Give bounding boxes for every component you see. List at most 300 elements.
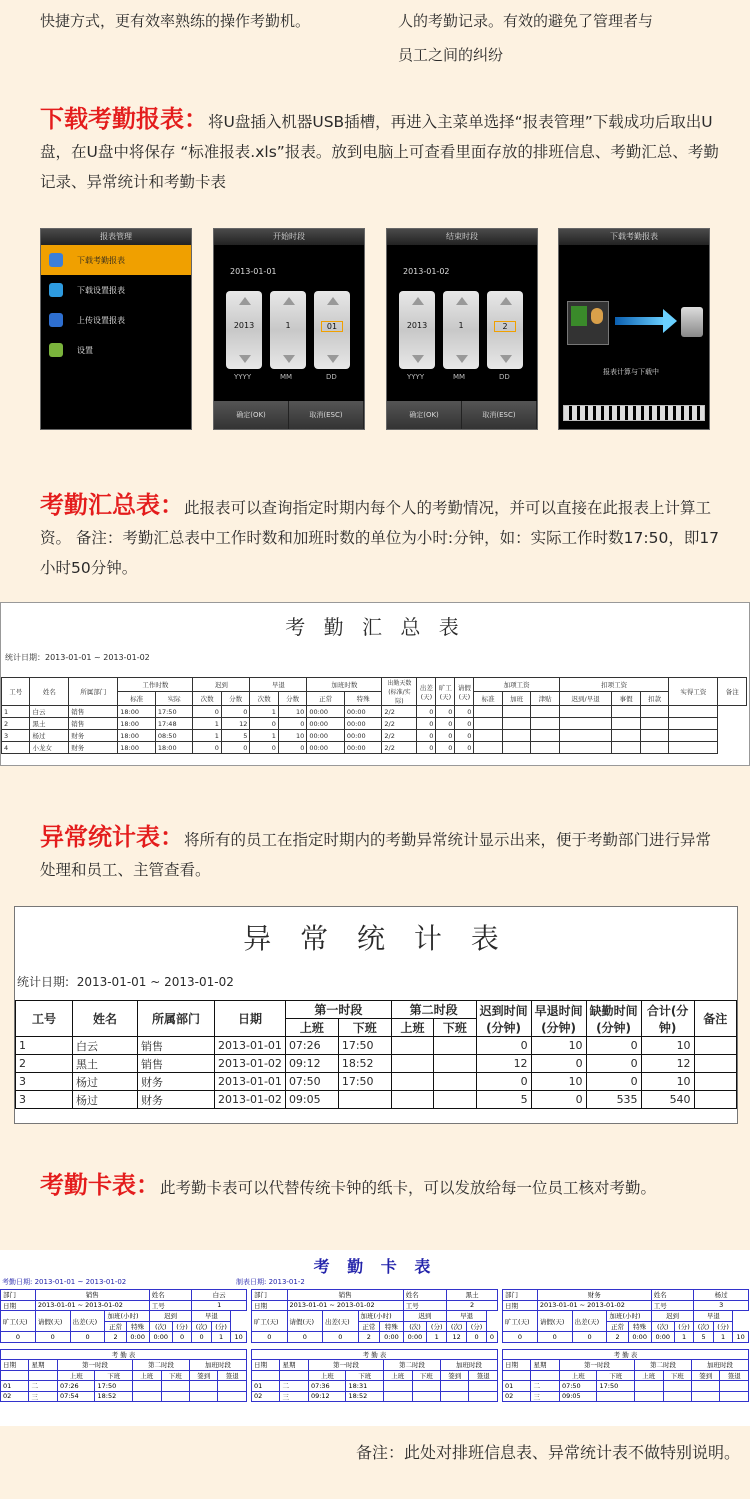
sub-header: 标准 [474, 692, 502, 706]
table-cell [502, 742, 530, 754]
card-cell: 下班 [95, 1370, 133, 1381]
table-cell: 00:00 [307, 706, 345, 718]
card-info-table [251, 1289, 498, 1343]
start-date-screen [213, 228, 365, 430]
month-spinner[interactable] [270, 291, 306, 369]
table-cell: 0 [417, 742, 436, 754]
card-cell: 2013-01-01 ~ 2013-01-02 [287, 1300, 403, 1311]
abnormal-title: 异 常 统 计 表 [243, 922, 509, 955]
card-cell: 2013-01-01 ~ 2013-01-02 [35, 1300, 149, 1311]
card-cell: 0:00 [149, 1332, 172, 1343]
card-cell: 工号 [403, 1300, 446, 1311]
card-cell: 02 [1, 1391, 29, 1402]
table-cell: 0 [455, 706, 474, 718]
col-header: 第二时段 [391, 1001, 476, 1019]
table-cell: 1 [16, 1037, 73, 1055]
card-cell: 第二时段 [635, 1360, 692, 1371]
table-cell [559, 706, 612, 718]
table-cell [640, 706, 668, 718]
card-cell: (次) [192, 1321, 212, 1332]
card-cell: 0 [467, 1332, 487, 1343]
table-cell: 10 [278, 706, 306, 718]
table-cell: 10 [641, 1073, 694, 1091]
table-cell: 小龙女 [30, 742, 69, 754]
table-cell: 07:26 [285, 1037, 338, 1055]
table-cell [669, 742, 718, 754]
table-cell: 0 [278, 742, 306, 754]
card-cell: 0 [572, 1332, 607, 1343]
card-cell: 10 [231, 1332, 247, 1343]
card-cell: 迟到 [403, 1311, 446, 1322]
table-cell: 0 [436, 742, 455, 754]
table-cell: 1 [2, 706, 30, 718]
card-cell: 加班(小时) [358, 1311, 403, 1322]
card-cell [720, 1391, 749, 1402]
ok-button[interactable]: 确定(OK) [214, 401, 289, 429]
card-column [0, 1289, 247, 1402]
card-cell: 签到 [691, 1370, 719, 1381]
menu-item-upload-settings[interactable] [41, 305, 191, 335]
table-cell: 0 [586, 1073, 641, 1091]
table-row [2, 706, 747, 718]
table-cell: 2/2 [382, 730, 417, 742]
card-cell: 1 [211, 1332, 231, 1343]
menu-item-settings[interactable] [41, 335, 191, 365]
card-heading: 考勤卡表 [40, 1171, 136, 1199]
table-cell: 10 [641, 1037, 694, 1055]
card-cell [440, 1381, 468, 1392]
card-cell: 下班 [161, 1370, 189, 1381]
card-cell: 杨过 [694, 1290, 749, 1301]
card-cell: (次) [651, 1321, 674, 1332]
table-cell: 黑土 [30, 718, 69, 730]
col-header: 工号 [2, 678, 30, 706]
attendance-machine-icon [567, 301, 609, 345]
col-header: 早退时间(分钟) [531, 1001, 586, 1037]
card-cell: 0 [172, 1332, 192, 1343]
table-cell: 18:00 [155, 742, 193, 754]
table-cell: 1 [193, 718, 221, 730]
card-cell [469, 1381, 498, 1392]
card-cell: 加班(小时) [607, 1311, 651, 1322]
table-cell: 17:50 [155, 706, 193, 718]
table-cell: 财务 [138, 1073, 215, 1091]
end-date: 2013-01-02 [403, 267, 450, 276]
card-cell: 财务 [537, 1290, 651, 1301]
table-row [16, 1055, 737, 1073]
year-spinner[interactable] [226, 291, 262, 369]
summary-paragraph [40, 490, 720, 583]
card-cell: 请假(天) [537, 1311, 572, 1332]
download-text: 将U盘插入机器USB插槽，再进入主菜单选择“报表管理”下载成功后取出U盘，在U盘中将保存 “标准报表.xls”报表。放到电脑上可查看里面存放的排班信息、考勤汇总、考勤记录、异常统计和考勤卡表 [40, 113, 719, 191]
card-cell: 07:50 [559, 1381, 597, 1392]
card-cell: 签到 [440, 1370, 468, 1381]
year-value: 2013 [233, 321, 255, 330]
card-cell: 考 勤 表 [1, 1349, 247, 1360]
card-cell [412, 1381, 440, 1392]
table-cell: 0 [278, 718, 306, 730]
table-cell: 17:48 [155, 718, 193, 730]
card-cell: 请假(天) [287, 1311, 323, 1332]
card-cell: 12 [447, 1332, 467, 1343]
summary-heading: 考勤汇总表 [40, 491, 160, 519]
card-cell: 0:00 [651, 1332, 674, 1343]
card-cell [531, 1370, 559, 1381]
col-header: 扣项工资 [559, 678, 669, 692]
card-cell: 加班(小时) [105, 1311, 149, 1322]
table-cell: 2013-01-01 [215, 1073, 286, 1091]
table-cell: 0 [436, 706, 455, 718]
card-cell: 旷工(天) [252, 1311, 288, 1332]
table-cell: 杨过 [30, 730, 69, 742]
card-cell: 出差(天) [70, 1311, 105, 1332]
card-cell [635, 1391, 663, 1402]
card-cell [1, 1370, 29, 1381]
card-cell [133, 1381, 161, 1392]
table-cell [669, 718, 718, 730]
summary-title: 考 勤 汇 总 表 [285, 615, 465, 639]
card-cell: 0 [192, 1332, 212, 1343]
end-date-screen [386, 228, 538, 430]
card-cell [133, 1391, 161, 1402]
menu-label: 设置 [77, 345, 93, 355]
card-cell: 0 [486, 1332, 497, 1343]
menu-item-download-attendance[interactable] [41, 245, 191, 275]
sub-header: 次数 [193, 692, 221, 706]
arrow-icon [615, 317, 665, 325]
table-cell: 2/2 [382, 742, 417, 754]
sub-header: 事假 [612, 692, 640, 706]
year-value: 2013 [406, 321, 428, 330]
table-cell [640, 742, 668, 754]
card-cell: 下班 [346, 1370, 384, 1381]
card-cell [663, 1381, 691, 1392]
table-cell [559, 718, 612, 730]
card-cell: 旷工(天) [1, 1311, 36, 1332]
card-cell: 特殊 [628, 1321, 651, 1332]
card-cell: 早退 [447, 1311, 487, 1322]
card-cell: 迟到 [651, 1311, 694, 1322]
card-cell: 请假(天) [35, 1311, 70, 1332]
card-cell: 09:05 [559, 1391, 597, 1402]
card-cell [189, 1381, 217, 1392]
abnormal-table [15, 1000, 737, 1109]
card-cell: 日期 [252, 1360, 280, 1371]
card-cell: 二 [29, 1381, 57, 1392]
table-cell: 财务 [69, 730, 118, 742]
year-spinner[interactable] [399, 291, 435, 369]
ok-button[interactable]: 确定(OK) [387, 401, 462, 429]
table-cell [434, 1037, 476, 1055]
table-cell: 535 [586, 1091, 641, 1109]
table-cell: 财务 [138, 1091, 215, 1109]
day-spinner[interactable] [314, 291, 350, 369]
heading-sep: ： [160, 823, 184, 851]
esc-button[interactable]: 取消(ESC) [289, 401, 364, 429]
card-made-date: 制表日期: 2013-01-2 [236, 1278, 305, 1286]
card-cell: 上班 [559, 1370, 597, 1381]
card-cell [29, 1370, 57, 1381]
card-cell: 07:36 [308, 1381, 346, 1392]
card-cell: 18:31 [346, 1381, 384, 1392]
table-cell [391, 1073, 433, 1091]
card-cell [469, 1391, 498, 1402]
day-hint: DD [499, 373, 510, 381]
card-cell: 上班 [133, 1370, 161, 1381]
month-value: 1 [285, 321, 291, 330]
table-row [2, 742, 747, 754]
table-cell: 2/2 [382, 718, 417, 730]
card-cell: 姓名 [149, 1290, 192, 1301]
table-cell [502, 718, 530, 730]
card-cell [161, 1381, 189, 1392]
card-cell: 0 [1, 1332, 36, 1343]
card-cell: 日期 [1, 1300, 36, 1311]
card-cell: 第二时段 [384, 1360, 441, 1371]
table-row [2, 730, 747, 742]
day-value: 2 [494, 321, 516, 332]
card-cell: 签退 [469, 1370, 498, 1381]
col-header: 迟到 [193, 678, 250, 692]
menu-item-download-settings[interactable] [41, 275, 191, 305]
table-row [16, 1037, 737, 1055]
card-cell: 星期 [29, 1360, 57, 1371]
table-cell: 财务 [69, 742, 118, 754]
table-cell: 杨过 [73, 1073, 138, 1091]
table-cell: 3 [2, 730, 30, 742]
col-header: 迟到时间(分钟) [476, 1001, 531, 1037]
table-cell: 0 [455, 730, 474, 742]
card-cell: 日期 [503, 1360, 531, 1371]
table-cell [559, 730, 612, 742]
col-header: 早退 [250, 678, 307, 692]
col-header: 姓名 [30, 678, 69, 706]
sub-header: 下班 [434, 1019, 476, 1037]
intro-left: 快捷方式，更有效率熟练的操作考勤机。 [40, 12, 311, 30]
card-cell: 2013-01-01 ~ 2013-01-02 [537, 1300, 651, 1311]
card-cell: 签退 [720, 1370, 749, 1381]
summary-sheet [0, 602, 750, 766]
sub-header: 上班 [285, 1019, 338, 1037]
card-info-table [502, 1289, 749, 1343]
table-cell: 12 [476, 1055, 531, 1073]
table-cell: 0 [586, 1055, 641, 1073]
table-cell: 10 [531, 1073, 586, 1091]
table-cell: 2013-01-02 [215, 1055, 286, 1073]
table-cell [669, 706, 718, 718]
table-row [2, 718, 747, 730]
table-cell: 09:05 [285, 1091, 338, 1109]
card-cell: 上班 [57, 1370, 95, 1381]
day-spinner[interactable] [487, 291, 523, 369]
summary-table [1, 677, 747, 754]
table-cell: 白云 [30, 706, 69, 718]
card-cell: 2 [447, 1300, 498, 1311]
summary-text: 此报表可以查询指定时期内每个人的考勤情况，并可以直接在此报表上计算工资。 备注：考勤汇总表中工作时数和加班时数的单位为小时:分钟，如：实际工作时数17:50，即17小时50分钟。 [40, 499, 720, 577]
card-cell: 考 勤 表 [503, 1349, 749, 1360]
card-cell: 三 [531, 1391, 559, 1402]
table-cell [502, 706, 530, 718]
card-time-table [0, 1349, 247, 1403]
card-paragraph [40, 1170, 720, 1203]
col-header: 所属部门 [138, 1001, 215, 1037]
sub-header: 加班 [502, 692, 530, 706]
card-cell: 5 [694, 1332, 714, 1343]
card-cell: 二 [531, 1381, 559, 1392]
col-header: 备注 [718, 678, 747, 706]
table-cell: 0 [455, 742, 474, 754]
summary-period: 统计日期：2013-01-01 ~ 2013-01-02 [5, 653, 150, 662]
card-cell [384, 1381, 412, 1392]
month-spinner[interactable] [443, 291, 479, 369]
card-text: 此考勤卡表可以代替传统卡钟的纸卡，可以发放给每一位员工核对考勤。 [160, 1179, 657, 1197]
year-hint: YYYY [234, 373, 252, 381]
card-cell: 0 [35, 1332, 70, 1343]
card-cell [280, 1370, 308, 1381]
download-heading: 下载考勤报表 [40, 105, 184, 133]
col-header: 备注 [694, 1001, 736, 1037]
sub-header: 标准 [118, 692, 156, 706]
card-cell: 三 [280, 1391, 308, 1402]
card-cell: 姓名 [403, 1290, 446, 1301]
card-cell: 1 [427, 1332, 447, 1343]
table-cell: 杨过 [73, 1091, 138, 1109]
card-time-table [251, 1349, 498, 1403]
card-cell: 上班 [384, 1370, 412, 1381]
table-cell: 18:00 [118, 706, 156, 718]
table-cell: 0 [417, 718, 436, 730]
table-cell: 00:00 [307, 742, 345, 754]
card-cell [252, 1370, 280, 1381]
table-cell [694, 1073, 736, 1091]
table-cell: 1 [250, 706, 278, 718]
usb-drive-icon [681, 307, 703, 337]
esc-button[interactable]: 取消(ESC) [462, 401, 537, 429]
table-cell: 3 [16, 1091, 73, 1109]
table-cell: 17:50 [338, 1073, 391, 1091]
card-cell: 日期 [252, 1300, 288, 1311]
card-cell: (次) [403, 1321, 427, 1332]
table-cell: 4 [2, 742, 30, 754]
sub-header: 特殊 [344, 692, 382, 706]
table-cell: 00:00 [344, 706, 382, 718]
card-cell: 2 [607, 1332, 628, 1343]
card-cell [635, 1381, 663, 1392]
day-value: 01 [321, 321, 343, 332]
sub-header: 实际 [155, 692, 193, 706]
card-cell: 0:00 [403, 1332, 427, 1343]
card-cell: 0 [323, 1332, 359, 1343]
download-icon [49, 283, 63, 297]
table-cell [474, 718, 502, 730]
card-cell [597, 1391, 635, 1402]
card-cell: 下班 [597, 1370, 635, 1381]
table-cell: 18:52 [338, 1055, 391, 1073]
card-cell: 0:00 [628, 1332, 651, 1343]
card-cell: 考 勤 表 [252, 1349, 498, 1360]
month-hint: MM [280, 373, 293, 381]
card-cell: 签退 [218, 1370, 247, 1381]
card-cell [503, 1370, 531, 1381]
card-period: 考勤日期: 2013-01-01 ~ 2013-01-02 [2, 1278, 127, 1286]
card-cell: 日期 [1, 1360, 29, 1371]
abnormal-text: 将所有的员工在指定时期内的考勤异常统计显示出来，便于考勤部门进行异常处理和员工、主管查看。 [40, 831, 712, 879]
card-cell: 星期 [280, 1360, 308, 1371]
table-cell [434, 1073, 476, 1091]
card-cell: 第一时段 [559, 1360, 634, 1371]
card-cell: 下班 [412, 1370, 440, 1381]
card-cell [440, 1391, 468, 1402]
footer-note: 备注：此处对排班信息表、异常统计表不做特别说明。 [355, 1443, 740, 1462]
table-cell [502, 730, 530, 742]
abnormal-paragraph [40, 822, 720, 885]
card-cell: 2 [358, 1332, 380, 1343]
table-cell [531, 730, 559, 742]
table-cell: 销售 [138, 1037, 215, 1055]
sub-header: 正常 [307, 692, 345, 706]
sub-header: 扣款 [640, 692, 668, 706]
card-cell: 下班 [663, 1370, 691, 1381]
card-cell: 出差(天) [323, 1311, 359, 1332]
card-cell: 早退 [192, 1311, 231, 1322]
card-cell: 0 [287, 1332, 323, 1343]
card-cell: 销售 [35, 1290, 149, 1301]
table-cell: 0 [586, 1037, 641, 1055]
period-label: 统计日期: [17, 975, 70, 989]
card-cell: 17:50 [597, 1381, 635, 1392]
table-cell: 0 [193, 742, 221, 754]
card-cell: 旷工(天) [503, 1311, 538, 1332]
card-cell [161, 1391, 189, 1402]
table-row [16, 1073, 737, 1091]
card-cell: 0:00 [380, 1332, 404, 1343]
table-cell: 00:00 [344, 718, 382, 730]
card-cell: 加班时段 [189, 1360, 246, 1371]
table-cell: 10 [278, 730, 306, 742]
card-cell: 上班 [635, 1370, 663, 1381]
sub-header: 津贴 [531, 692, 559, 706]
year-hint: YYYY [407, 373, 425, 381]
col-header: 请假(天) [455, 678, 474, 706]
table-cell: 0 [193, 706, 221, 718]
table-cell: 00:00 [344, 730, 382, 742]
card-cell: 第二时段 [133, 1360, 190, 1371]
table-cell: 0 [455, 718, 474, 730]
card-cell: 工号 [651, 1300, 694, 1311]
card-cell: 01 [252, 1381, 280, 1392]
card-cell: 加班时段 [440, 1360, 497, 1371]
card-cell: 3 [694, 1300, 749, 1311]
card-cell: 2 [105, 1332, 126, 1343]
card-cell: (分) [172, 1321, 192, 1332]
card-cell: 0 [537, 1332, 572, 1343]
table-cell [391, 1091, 433, 1109]
card-cell [189, 1391, 217, 1402]
card-cell [663, 1391, 691, 1402]
table-cell: 0 [476, 1073, 531, 1091]
card-cell: 特殊 [380, 1321, 404, 1332]
table-cell [474, 706, 502, 718]
card-cell: 1 [674, 1332, 694, 1343]
heading-sep: ： [136, 1171, 160, 1199]
end-title: 结束时段 [387, 229, 537, 245]
table-cell: 18:00 [118, 742, 156, 754]
card-column [502, 1289, 749, 1402]
card-cell: 01 [503, 1381, 531, 1392]
col-header: 加项工资 [474, 678, 559, 692]
card-cell: 部门 [252, 1290, 288, 1301]
table-cell [559, 742, 612, 754]
